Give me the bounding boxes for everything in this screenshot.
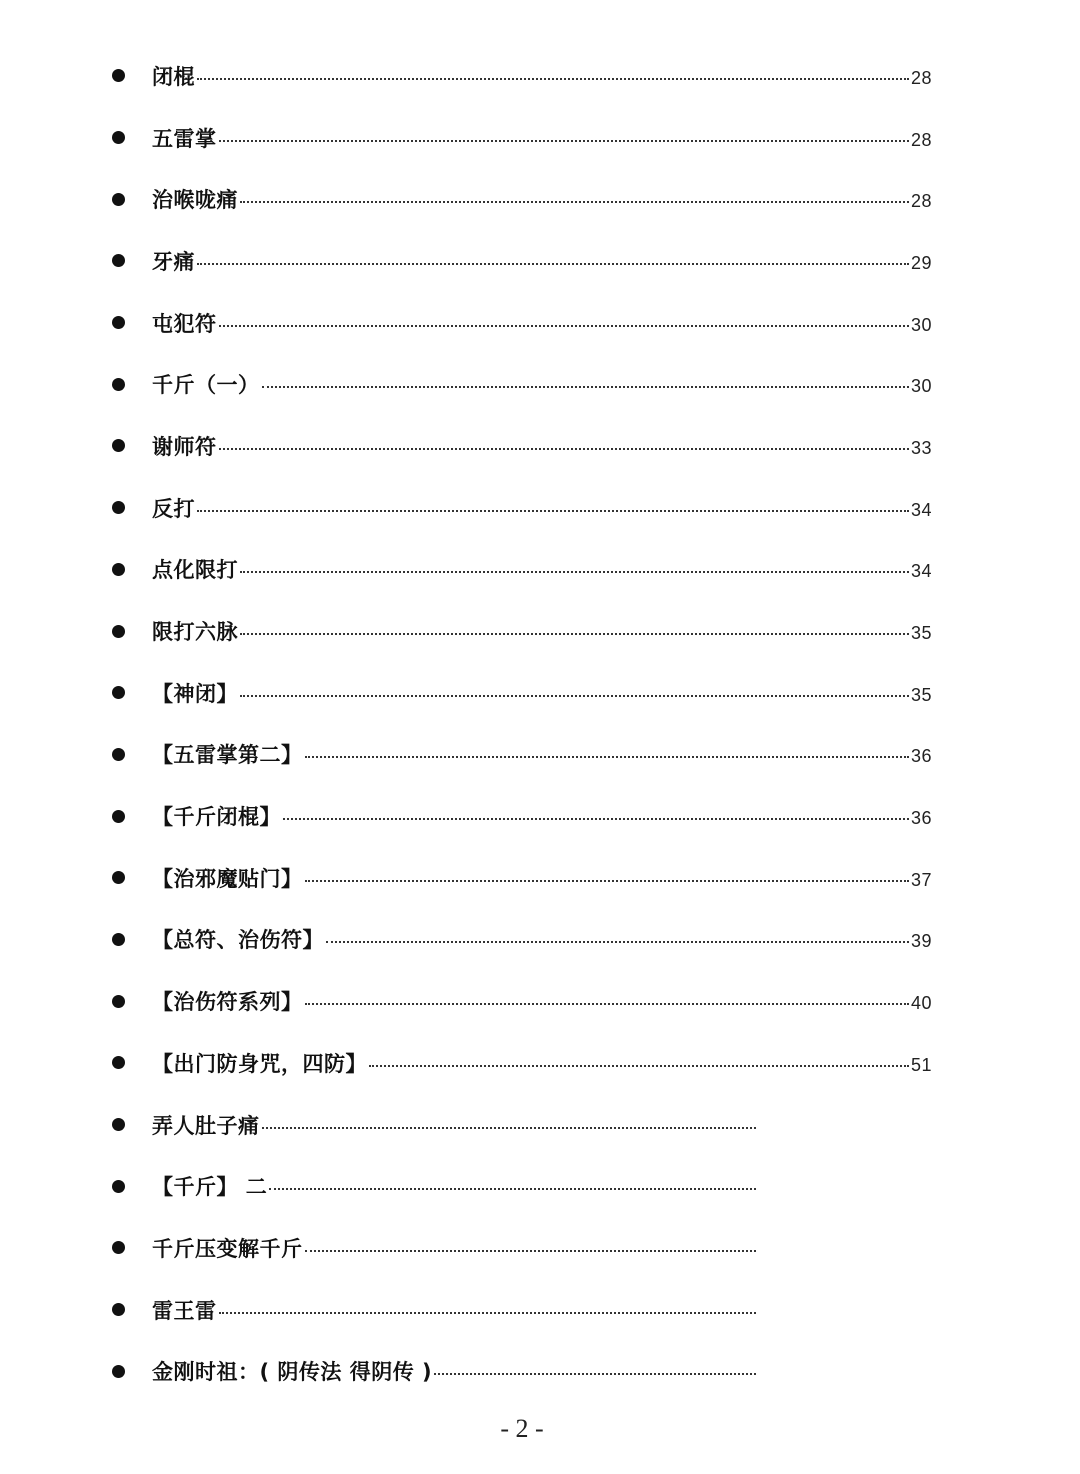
toc-entry[interactable] <box>0 600 1080 662</box>
dot-leader <box>305 1250 757 1252</box>
bullet-icon <box>112 1365 125 1378</box>
toc-entry-page: 34 <box>910 499 932 520</box>
toc-entry-title: 【五雷掌第二】 <box>152 743 303 768</box>
toc-entry-title: 千斤压变解千斤 <box>152 1236 303 1261</box>
dot-leader <box>326 941 909 943</box>
bullet-icon <box>112 316 125 329</box>
dot-leader <box>197 510 909 512</box>
toc-entry-title: 限打六脉 <box>152 620 238 645</box>
toc-entry[interactable] <box>0 168 1080 230</box>
toc-entry-page: 34 <box>910 561 932 582</box>
toc-entry[interactable] <box>0 1217 1080 1279</box>
toc-entry[interactable] <box>0 662 1080 724</box>
toc-entry[interactable] <box>0 539 1080 601</box>
toc-entry-body <box>152 678 932 708</box>
dot-leader <box>219 325 909 327</box>
dot-leader <box>262 386 909 388</box>
toc-entry-title: 【总符、治伤符】 <box>152 928 324 953</box>
dot-leader <box>240 201 909 203</box>
toc-entry-body <box>152 1295 758 1325</box>
toc-entry-body <box>152 863 932 893</box>
toc-entry-body <box>152 61 932 91</box>
bullet-icon <box>112 563 125 576</box>
toc-entry[interactable] <box>0 1340 1080 1402</box>
dot-leader <box>305 880 909 882</box>
toc-entry[interactable] <box>0 1094 1080 1156</box>
toc-entry-body <box>152 1110 758 1140</box>
bullet-icon <box>112 69 125 82</box>
toc-entry[interactable] <box>0 353 1080 415</box>
toc-entry-page: 37 <box>910 869 932 890</box>
dot-leader <box>240 571 909 573</box>
toc-entry[interactable] <box>0 45 1080 107</box>
dot-leader <box>434 1373 756 1375</box>
toc-entry-body <box>152 123 932 153</box>
page-number: - 2 - <box>500 1414 544 1443</box>
toc-entry[interactable] <box>0 292 1080 354</box>
toc-entry[interactable] <box>0 1155 1080 1217</box>
bullet-icon <box>112 378 125 391</box>
toc-entry[interactable] <box>0 785 1080 847</box>
toc-entry[interactable] <box>0 1032 1080 1094</box>
toc-entry[interactable] <box>0 970 1080 1032</box>
toc-entry-title: 金刚时祖：( 阴传法 得阴传 ) <box>152 1360 433 1385</box>
bullet-icon <box>112 501 125 514</box>
dot-leader <box>305 1003 909 1005</box>
toc-entry-body <box>152 739 932 769</box>
bullet-icon <box>112 933 125 946</box>
toc-entry[interactable] <box>0 107 1080 169</box>
bullet-icon <box>112 131 125 144</box>
dot-leader <box>219 448 909 450</box>
toc-entry-page: 35 <box>910 623 932 644</box>
toc-entry-title: 【神闭】 <box>152 681 238 706</box>
toc-entry-body <box>152 554 932 584</box>
toc-entry-title: 治喉咙痛 <box>152 188 238 213</box>
toc-entry[interactable] <box>0 909 1080 971</box>
toc-entry-title: 牙痛 <box>152 249 195 274</box>
toc-entry-page: 40 <box>910 993 932 1014</box>
toc-entry-title: 屯犯符 <box>152 311 217 336</box>
toc-entry-body <box>152 431 932 461</box>
bullet-icon <box>112 995 125 1008</box>
toc-entry-body <box>152 1171 758 1201</box>
table-of-contents <box>0 45 1080 1402</box>
toc-entry-page: 28 <box>910 191 932 212</box>
toc-entry-body <box>152 1233 758 1263</box>
toc-entry-body <box>152 1356 758 1386</box>
toc-entry-body <box>152 1048 932 1078</box>
dot-leader <box>240 633 909 635</box>
dot-leader <box>283 818 909 820</box>
toc-entry-body <box>152 308 932 338</box>
bullet-icon <box>112 439 125 452</box>
toc-entry-title: 雷王雷 <box>152 1298 217 1323</box>
toc-entry-page: 39 <box>910 931 932 952</box>
toc-entry-title: 反打 <box>152 496 195 521</box>
bullet-icon <box>112 1056 125 1069</box>
dot-leader <box>219 1312 757 1314</box>
toc-entry-page: 51 <box>910 1054 932 1075</box>
toc-entry-title: 千斤（一） <box>152 373 260 398</box>
toc-entry-title: 五雷掌 <box>152 126 217 151</box>
bullet-icon <box>112 748 125 761</box>
bullet-icon <box>112 1241 125 1254</box>
dot-leader <box>305 756 909 758</box>
dot-leader <box>197 78 909 80</box>
toc-entry-body <box>152 801 932 831</box>
bullet-icon <box>112 686 125 699</box>
toc-entry-page: 30 <box>910 376 932 397</box>
bullet-icon <box>112 625 125 638</box>
toc-entry-title: 【千斤】 二 <box>152 1175 268 1200</box>
toc-entry[interactable] <box>0 1279 1080 1341</box>
bullet-icon <box>112 810 125 823</box>
toc-entry[interactable] <box>0 847 1080 909</box>
bullet-icon <box>112 1303 125 1316</box>
toc-entry-body <box>152 986 932 1016</box>
toc-entry[interactable] <box>0 230 1080 292</box>
toc-entry[interactable] <box>0 415 1080 477</box>
toc-entry-page: 36 <box>910 746 932 767</box>
dot-leader <box>269 1188 756 1190</box>
toc-entry-page: 29 <box>910 252 932 273</box>
toc-entry-body <box>152 184 932 214</box>
dot-leader <box>219 140 909 142</box>
toc-entry-page: 35 <box>910 684 932 705</box>
toc-entry-title: 点化限打 <box>152 558 238 583</box>
bullet-icon <box>112 871 125 884</box>
toc-entry-body <box>152 246 932 276</box>
toc-entry-body <box>152 493 932 523</box>
toc-entry-title: 谢师符 <box>152 434 217 459</box>
toc-entry-page: 28 <box>910 67 932 88</box>
toc-entry-page: 33 <box>910 437 932 458</box>
toc-entry-page: 28 <box>910 129 932 150</box>
toc-entry[interactable] <box>0 477 1080 539</box>
bullet-icon <box>112 1118 125 1131</box>
toc-entry-title: 闭棍 <box>152 64 195 89</box>
dot-leader <box>262 1127 757 1129</box>
dot-leader <box>197 263 909 265</box>
toc-entry-page: 30 <box>910 314 932 335</box>
toc-entry-title: 弄人肚子痛 <box>152 1113 260 1138</box>
toc-entry-body <box>152 369 932 399</box>
dot-leader <box>369 1065 909 1067</box>
toc-entry-title: 【治伤符系列】 <box>152 990 303 1015</box>
toc-entry-page: 36 <box>910 808 932 829</box>
toc-entry-title: 【治邪魔贴门】 <box>152 866 303 891</box>
toc-entry[interactable] <box>0 724 1080 786</box>
toc-entry-title: 【出门防身咒，四防】 <box>152 1051 367 1076</box>
bullet-icon <box>112 1180 125 1193</box>
dot-leader <box>240 695 909 697</box>
bullet-icon <box>112 193 125 206</box>
toc-entry-body <box>152 616 932 646</box>
toc-entry-title: 【千斤闭棍】 <box>152 805 281 830</box>
bullet-icon <box>112 254 125 267</box>
toc-entry-body <box>152 924 932 954</box>
